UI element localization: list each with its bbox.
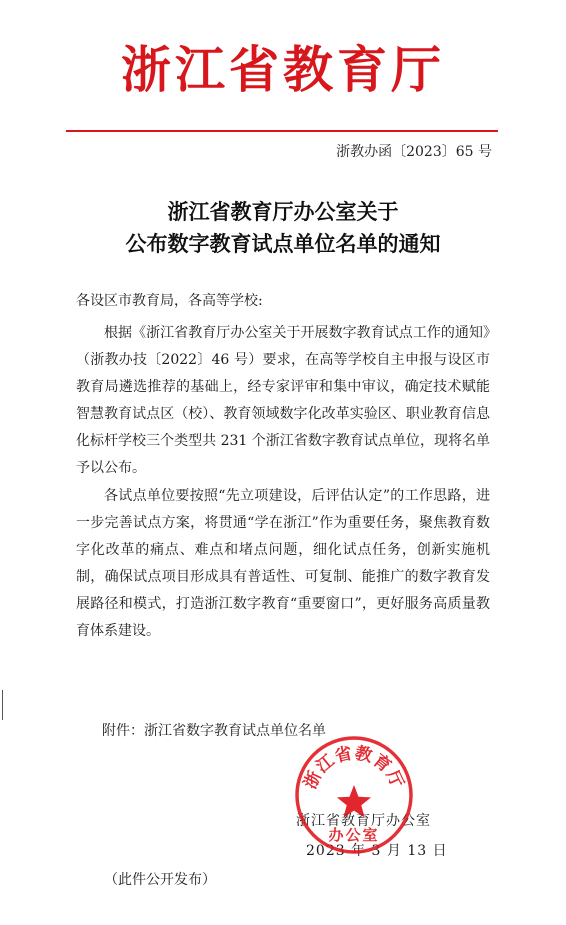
title-line-2: 公布数字教育试点单位名单的通知 [125, 232, 441, 256]
document-body [76, 320, 490, 645]
stamp-top-text: 浙江省教育厅 [300, 743, 408, 793]
masthead-red-rule [66, 130, 498, 132]
body-paragraph-2: 各试点单位要按照“先立项建设，后评估认定”的工作思路，进一步完善试点方案，将贯通“学在浙江”作为重要任务，聚焦教育数字化改革的痛点、难点和堵点问题，细化试点任务，创新实施机制，确保试点项目形成具有普适性、可复制、能推广的数字教育发展路径和模式，打造浙江数字教育“重要窗口”，更好服务高质量教育体系建设。 [76, 488, 490, 639]
official-seal-stamp [292, 733, 416, 857]
attachment-line: 附件：浙江省数字教育试点单位名单 [102, 723, 326, 739]
stamp-star-icon [337, 785, 371, 818]
masthead-title: 浙江省教育厅 [121, 41, 445, 99]
publication-note: （此件公开发布） [104, 872, 216, 888]
document-title [0, 196, 566, 260]
stamp-bottom-text: 办公室 [328, 826, 380, 844]
issue-date: 2023 年 3 月 13 日 [306, 843, 448, 859]
document-number: 浙教办函〔2023〕65 号 [336, 144, 492, 160]
recipient-line: 各设区市教育局，各高等学校: [76, 293, 263, 309]
issuer-name: 浙江省教育厅办公室 [296, 813, 431, 829]
title-line-1: 浙江省教育厅办公室关于 [167, 200, 399, 224]
scan-edge-mark [2, 690, 3, 720]
body-paragraph-1: 根据《浙江省教育厅办公室关于开展数字教育试点工作的通知》（浙教办技〔2022〕46 号）要求，在高等学校自主申报与设区市教育局遴选推荐的基础上，经专家评审和集中审议，确定技术赋能智慧教育试点区（校）、教育领域数字化改革实验区、职业教育信息化标杆学校三个类型共 231 个浙江省数字教育试点单位，现将名单予以公布。 [76, 325, 490, 476]
